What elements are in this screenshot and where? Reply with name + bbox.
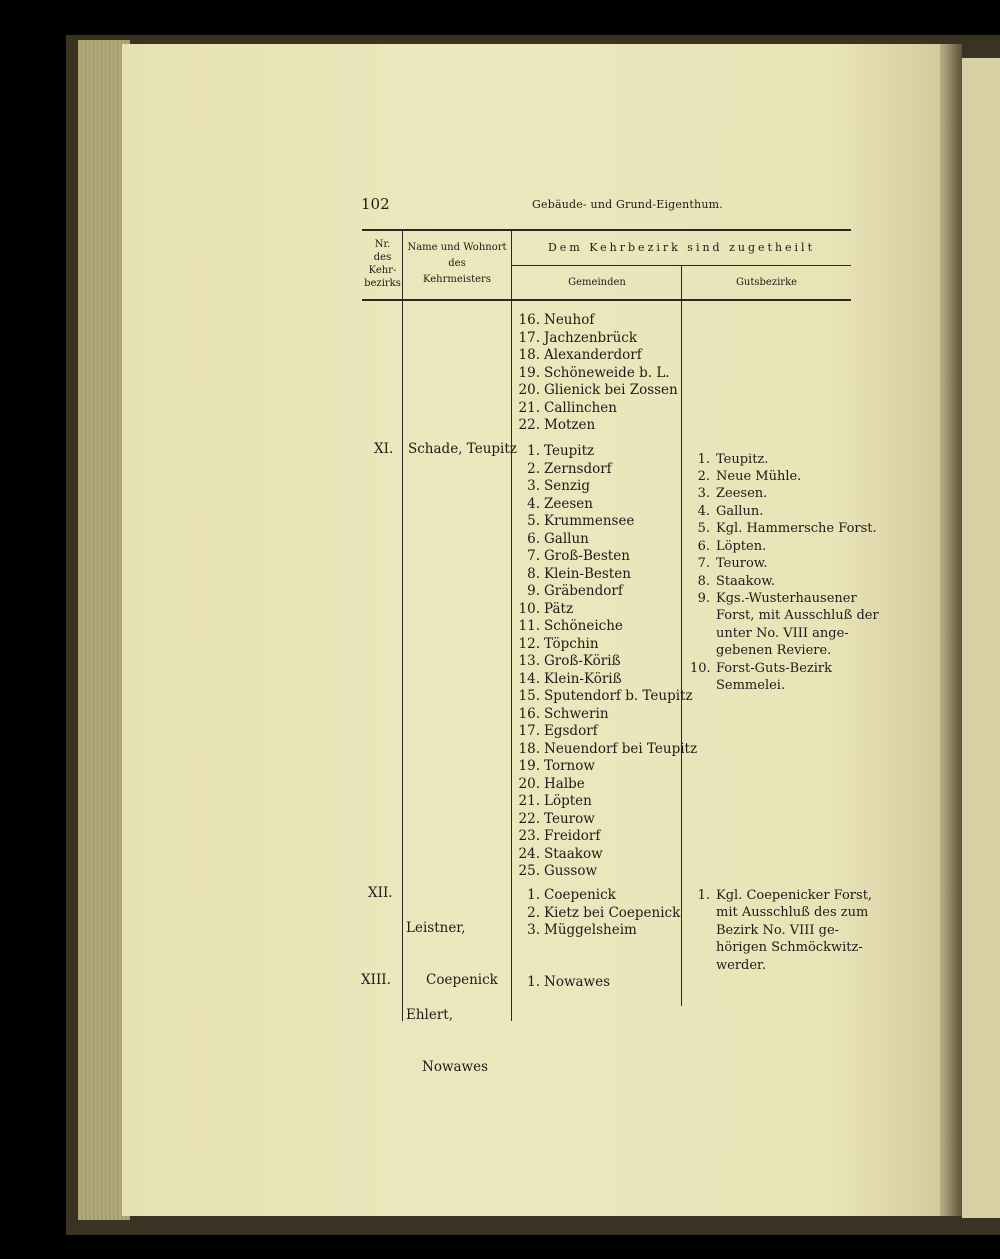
- list-item: 2. Kietz bei Coepenick: [527, 905, 681, 921]
- list-item: 19. Schöneweide b. L.: [518, 365, 670, 381]
- district-number: XII.: [368, 885, 393, 901]
- list-item: 18. Alexanderdorf: [518, 347, 642, 363]
- page-number: 102: [361, 195, 390, 213]
- list-item: 12. Töpchin: [518, 636, 599, 652]
- header-nr: Nr. des Kehr- bezirks: [364, 239, 401, 289]
- list-item: 10. Forst-Guts-Bezirk Semmelei.: [690, 661, 833, 694]
- kehrmeister-name: Ehlert, Nowawes: [406, 1006, 489, 1076]
- list-item: 4. Zeesen: [527, 496, 593, 512]
- list-item: 1. Teupitz: [527, 443, 595, 459]
- list-item: 8. Klein-Besten: [527, 566, 631, 582]
- list-item: 18. Neuendorf bei Teupitz: [518, 741, 698, 757]
- list-item: 3. Müggelsheim: [527, 922, 637, 938]
- gutter-shadow: [940, 44, 962, 1216]
- list-item: 22. Teurow: [518, 811, 595, 827]
- header-span: Dem Kehrbezirk sind zugetheilt: [547, 241, 815, 254]
- col-rule-2: [511, 231, 512, 1021]
- table-top-rule: [362, 229, 851, 231]
- list-item: 1. Coepenick: [527, 887, 616, 903]
- list-item: 5. Krummensee: [527, 513, 635, 529]
- list-item: 2. Neue Mühle.: [697, 469, 802, 484]
- list-item: 10. Pätz: [518, 601, 574, 617]
- list-item: 20. Glienick bei Zossen: [518, 382, 678, 398]
- district-number: XIII.: [361, 972, 391, 988]
- list-item: 13. Groß-Köriß: [518, 653, 621, 669]
- list-item: 14. Klein-Köriß: [518, 671, 622, 687]
- list-item: 3. Senzig: [527, 478, 591, 494]
- list-item: 3. Zeesen.: [697, 486, 768, 501]
- list-item: 9. Kgs.-Wusterhausener Forst, mit Ausschluß der unter No. VIII ange- gebenen Reviere.: [697, 591, 879, 659]
- list-item: 7. Groß-Besten: [527, 548, 630, 564]
- list-item: 11. Schöneiche: [518, 618, 623, 634]
- list-item: 1. Teupitz.: [697, 452, 769, 467]
- list-item: 25. Gussow: [518, 863, 598, 879]
- kehrmeister-name: Leistner, Coepenick: [406, 919, 498, 989]
- list-item: 1. Nowawes: [527, 974, 611, 990]
- list-item: 4. Gallun.: [697, 504, 764, 519]
- list-item: 15. Sputendorf b. Teupitz: [518, 688, 693, 704]
- list-item: 17. Jachzenbrück: [518, 330, 638, 346]
- col-rule-3: [681, 266, 682, 1006]
- list-item: 21. Löpten: [518, 793, 592, 809]
- list-item: 24. Staakow: [518, 846, 603, 862]
- district-number: XI.: [374, 441, 394, 457]
- list-item: 16. Schwerin: [518, 706, 609, 722]
- facing-page: [962, 58, 1000, 1218]
- list-item: 7. Teurow.: [697, 556, 768, 571]
- header-name: Name und Wohnort des Kehrmeisters: [407, 242, 507, 285]
- list-item: 21. Callinchen: [518, 400, 617, 416]
- list-item: 6. Gallun: [527, 531, 589, 547]
- running-head: Gebäude- und Grund-Eigenthum.: [532, 198, 723, 211]
- list-item: 16. Neuhof: [518, 312, 595, 328]
- header-gemeinden: Gemeinden: [568, 277, 626, 288]
- list-item: 17. Egsdorf: [518, 723, 598, 739]
- col-rule-1: [402, 231, 403, 1021]
- table-header-rule: [362, 299, 851, 301]
- list-item: 8. Staakow.: [697, 574, 776, 589]
- list-item: 2. Zernsdorf: [527, 461, 612, 477]
- list-item: 20. Halbe: [518, 776, 585, 792]
- list-item: 6. Löpten.: [697, 539, 767, 554]
- kehrmeister-name: Schade, Teupitz: [408, 441, 517, 457]
- list-item: 5. Kgl. Hammersche Forst.: [697, 521, 877, 536]
- list-item: 1. Kgl. Coepenicker Forst, mit Ausschluß des zum Bezirk No. VIII ge- hörigen Schmöckwitz- werder.: [697, 888, 873, 973]
- list-item: 22. Motzen: [518, 417, 596, 433]
- list-item: 9. Gräbendorf: [527, 583, 623, 599]
- list-item: 19. Tornow: [518, 758, 595, 774]
- header-gutsbezirke: Gutsbezirke: [735, 277, 798, 288]
- list-item: 23. Freidorf: [518, 828, 601, 844]
